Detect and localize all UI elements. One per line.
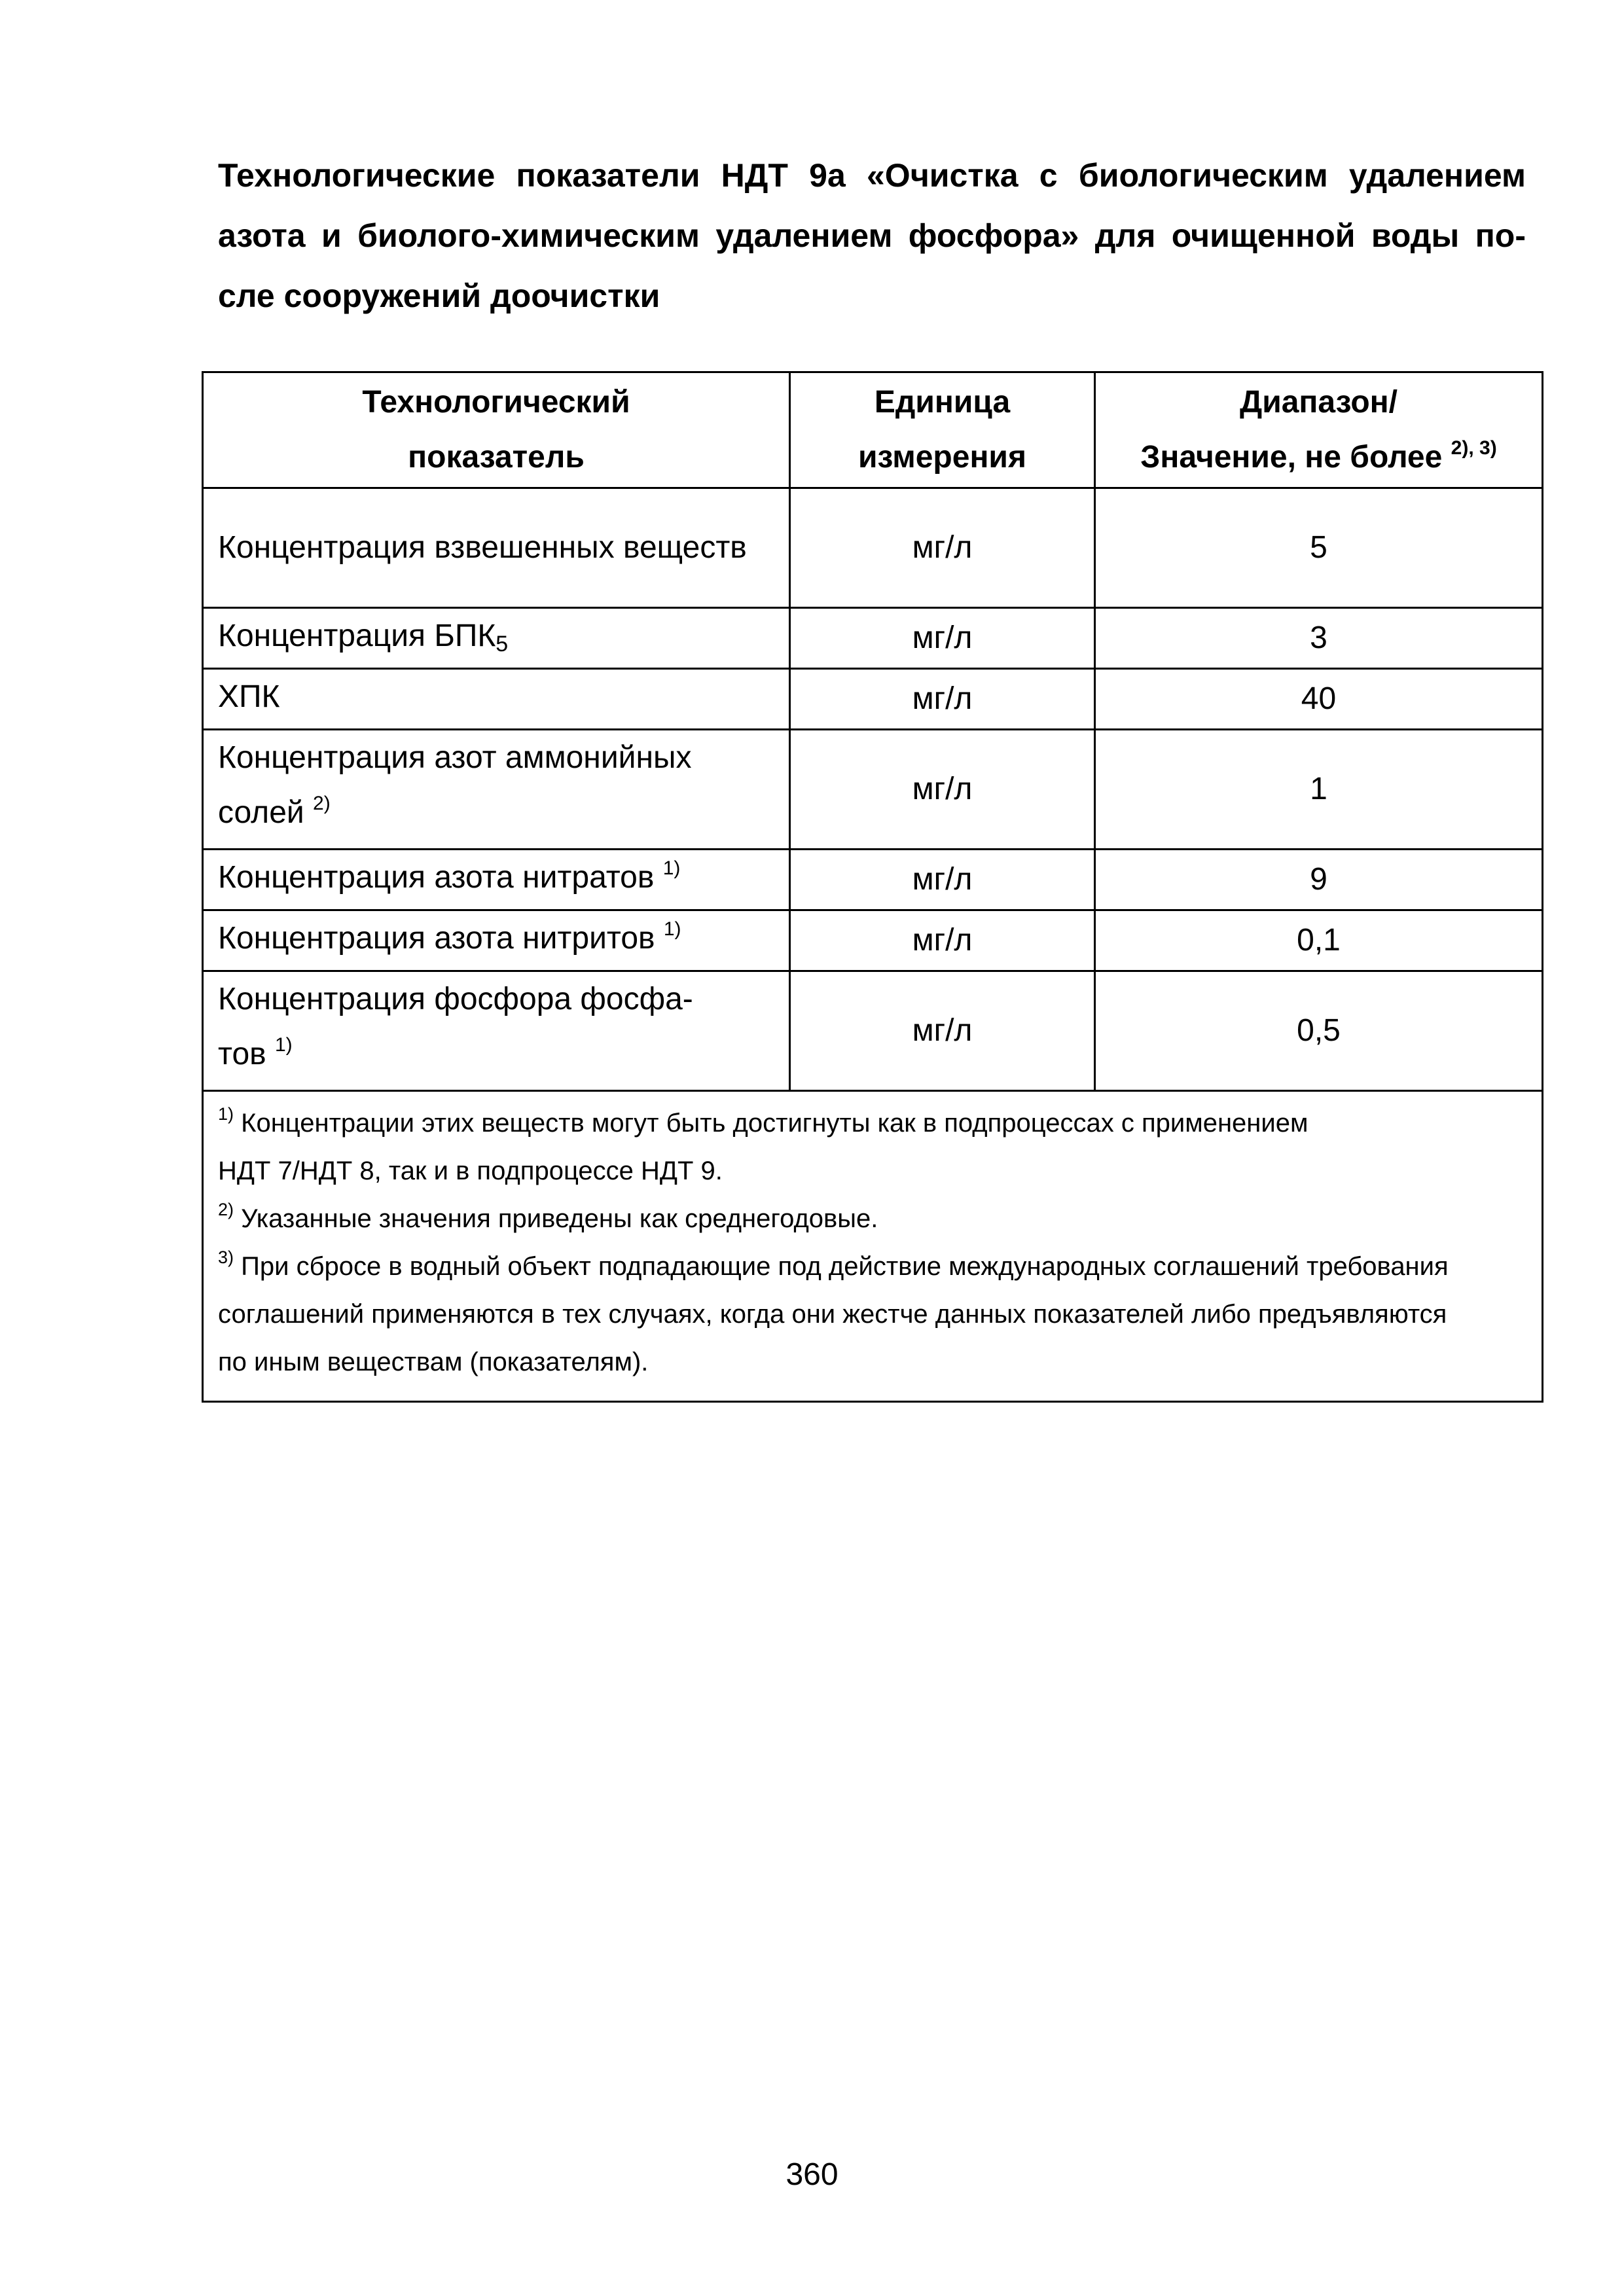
row-name-text: Концентрация азота нитратов [218,860,655,895]
note-1 [218,1100,1509,1147]
caption-line-3: сле сооружений доочистки [218,278,660,314]
row-footnote-mark: 1) [663,918,681,940]
header-unit [790,372,1095,488]
row-name-subscript: 5 [496,632,509,656]
row-unit: мг/л [790,850,1095,910]
row-name-line1: Концентрация фосфора фосфа- [218,982,693,1016]
note-1-cont: НДТ 7/НДТ 8, так и в подпроцессе НДТ 9. [218,1157,723,1185]
table-row [203,910,1543,971]
caption-line-2: азота и биолого-химическим удалением фосфора» для очищенной воды по- [218,217,1526,254]
table-row [203,971,1543,1091]
header-indicator-line2: показатель [408,440,585,475]
row-name-text: Концентрация БПК [218,619,496,653]
table-header-row [203,372,1543,488]
row-value: 0,5 [1095,971,1543,1091]
row-name-line2: тов [218,1037,266,1071]
row-unit: мг/л [790,910,1095,971]
header-unit-line1: Единица [874,385,1011,420]
row-name-line2: солей [218,795,304,830]
table-row [203,608,1543,669]
header-value-footnote-mark: 2), 3) [1451,437,1497,459]
note-mark: 2) [218,1200,234,1219]
note-text: Указанные значения приведены как среднегодовые. [241,1204,878,1233]
table-row [203,488,1543,608]
row-value: 1 [1095,730,1543,850]
header-value [1095,372,1543,488]
header-value-line1: Диапазон/ [1240,385,1398,420]
table-notes [203,1091,1543,1402]
table-caption [218,145,1526,326]
row-name [203,910,790,971]
row-value: 9 [1095,850,1543,910]
table-row [203,669,1543,730]
row-name [203,608,790,669]
header-unit-line2: измерения [858,440,1026,475]
row-name-line1: Концентрация азот аммонийных [218,740,692,775]
row-value: 5 [1095,488,1543,608]
table-row [203,730,1543,850]
row-unit: мг/л [790,608,1095,669]
table-row [203,850,1543,910]
note-3-cont2: по иным веществам (показателям). [218,1348,649,1376]
row-unit: мг/л [790,971,1095,1091]
page-number: 360 [785,2157,839,2192]
row-footnote-mark: 1) [274,1034,293,1056]
row-unit: мг/л [790,730,1095,850]
note-mark: 3) [218,1247,234,1267]
row-value: 40 [1095,669,1543,730]
note-3 [218,1243,1509,1291]
row-name [203,850,790,910]
row-name: Концентрация взвешенных веществ [203,488,790,608]
note-text: При сбросе в водный объект подпадающие под действие международных соглашений требования [241,1252,1449,1281]
header-indicator [203,372,790,488]
caption-line-1: Технологические показатели НДТ 9а «Очистка с биологическим удалением [218,157,1526,194]
note-3-cont: соглашений применяются в тех случаях, когда они жестче данных показателей либо предъявляются [218,1300,1447,1329]
header-indicator-line1: Технологический [362,385,630,420]
row-name [203,730,790,850]
header-value-line2: Значение, не более [1140,440,1443,475]
row-unit: мг/л [790,669,1095,730]
row-footnote-mark: 1) [662,857,681,879]
row-value: 3 [1095,608,1543,669]
table-notes-row [203,1091,1543,1402]
row-name [203,971,790,1091]
row-footnote-mark: 2) [313,793,331,814]
note-mark: 1) [218,1104,234,1124]
note-2 [218,1195,1509,1243]
row-name: ХПК [203,669,790,730]
note-text: Концентрации этих веществ могут быть достигнуты как в подпроцессах с применением [241,1109,1308,1138]
row-value: 0,1 [1095,910,1543,971]
row-unit: мг/л [790,488,1095,608]
row-name-text: Концентрация азота нитритов [218,921,655,956]
indicators-table [202,371,1543,1403]
